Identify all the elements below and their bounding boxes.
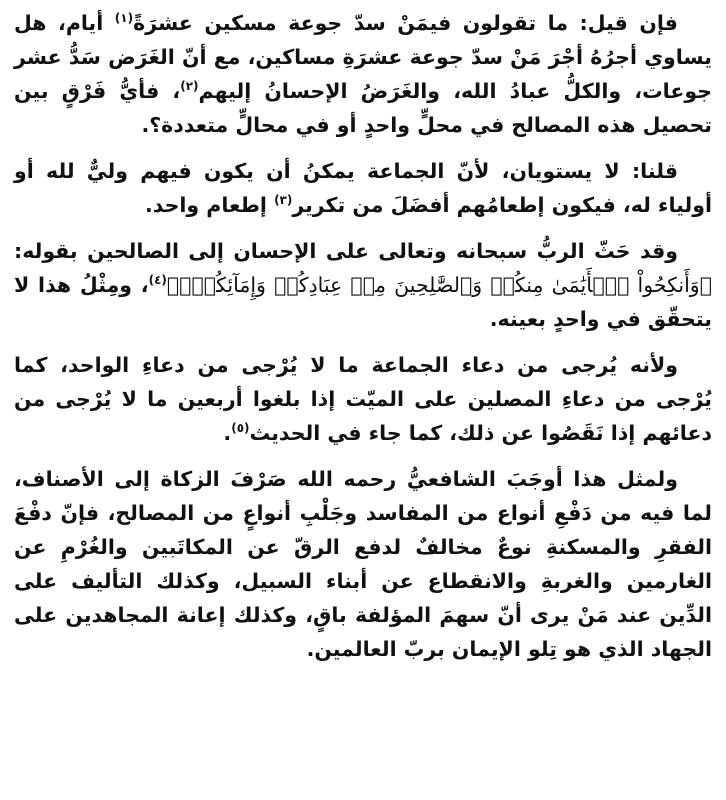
footnote-ref-4[interactable]: (٤)	[148, 273, 167, 288]
quran-verse: ﴿وَأَنكِحُواْ ٱلۡأَيَٰمَىٰ مِنكُمۡ وَٱلصَّٰلِحِينَ مِنۡ عِبَادِكُمۡ وَإِمَآئِكُمۡۚ﴾	[166, 273, 712, 297]
footnote-ref-2[interactable]: (٢)	[180, 79, 199, 94]
paragraph-2: قلنا: لا يستويان، لأنّ الجماعة يمكنُ أن يكون فيهم وليٌّ لله أو أولياء له، فيكون إطعامُهم أفضَلَ من تكرير$^{(٣)}$ إطعام واحد.	[14, 159, 712, 217]
footnote-ref-3[interactable]: (٣)	[274, 193, 293, 208]
document-page	[14, 6, 712, 796]
paragraph-3: وقد حَثّ الربُّ سبحانه وتعالى على الإحسان إلى الصالحين بقوله: ﴿وَأَنكِحُواْ ٱلۡأَيَٰمَىٰ مِنكُمۡ وَٱلصَّٰلِحِينَ مِنۡ عِبَادِكُمۡ وَإِمَآئِكُمۡۚ﴾$^{(٤)}$، ومِثْلُ هذا لا يتحقّق في واحدٍ بعينه.	[14, 239, 712, 331]
footnote-ref-1[interactable]: (١)	[114, 11, 134, 26]
paragraph-5: ولمثل هذا أوجَبَ الشافعيُّ رحمه الله صَرْفَ الزكاة إلى الأصناف، لما فيه من دَفْعِ أنواع من المفاسد وجَلْبِ أنواعٍ من المصالح، فإنّ دفْعَ الفقرِ والمسكنةِ نوعٌ مخالفٌ لدفع الرقّ عن المكاتَبين والغُرْمِ عن الغارمين والغربةِ والانقطاع عن أبناء السبيل، وكذلك التأليف على الدِّين عند مَنْ يرى أنّ سهمَ المؤلفة باقٍ، وكذلك إعانة المجاهدين على الجهاد الذي هو تِلو الإيمان بربّ العالمين.	[14, 467, 712, 661]
footnote-ref-5[interactable]: (٥)	[231, 421, 250, 436]
paragraph-4: ولأنه يُرجى من دعاء الجماعة ما لا يُرْجى من دعاءِ الواحد، كما يُرْجى من دعاءِ المصلين على الميّت إذا بلغوا أربعين ما لا يُرْجى من دعائهم إذا نَقَصُوا عن ذلك، كما جاء في الحديث$^{(٥)}$.	[14, 353, 712, 445]
paragraph-1: فإن قيل: ما تقولون فيمَنْ سدّ جوعة مسكين عشرَةً$^{(١)}$ أيام، هل يساوي أجرُهُ أجْرَ مَنْ سدّ جوعة عشرَةِ مساكين، مع أنّ الغَرَض سَدُّ عشر جوعات، والكلُّ عبادُ الله، والغَرَضُ الإحسانُ إليهم$^{(٢)}$، فأيُّ فَرْقٍ بين تحصيل هذه المصالح في محلٍّ واحدٍ أو في محالٍّ متعددة؟.	[14, 11, 712, 137]
